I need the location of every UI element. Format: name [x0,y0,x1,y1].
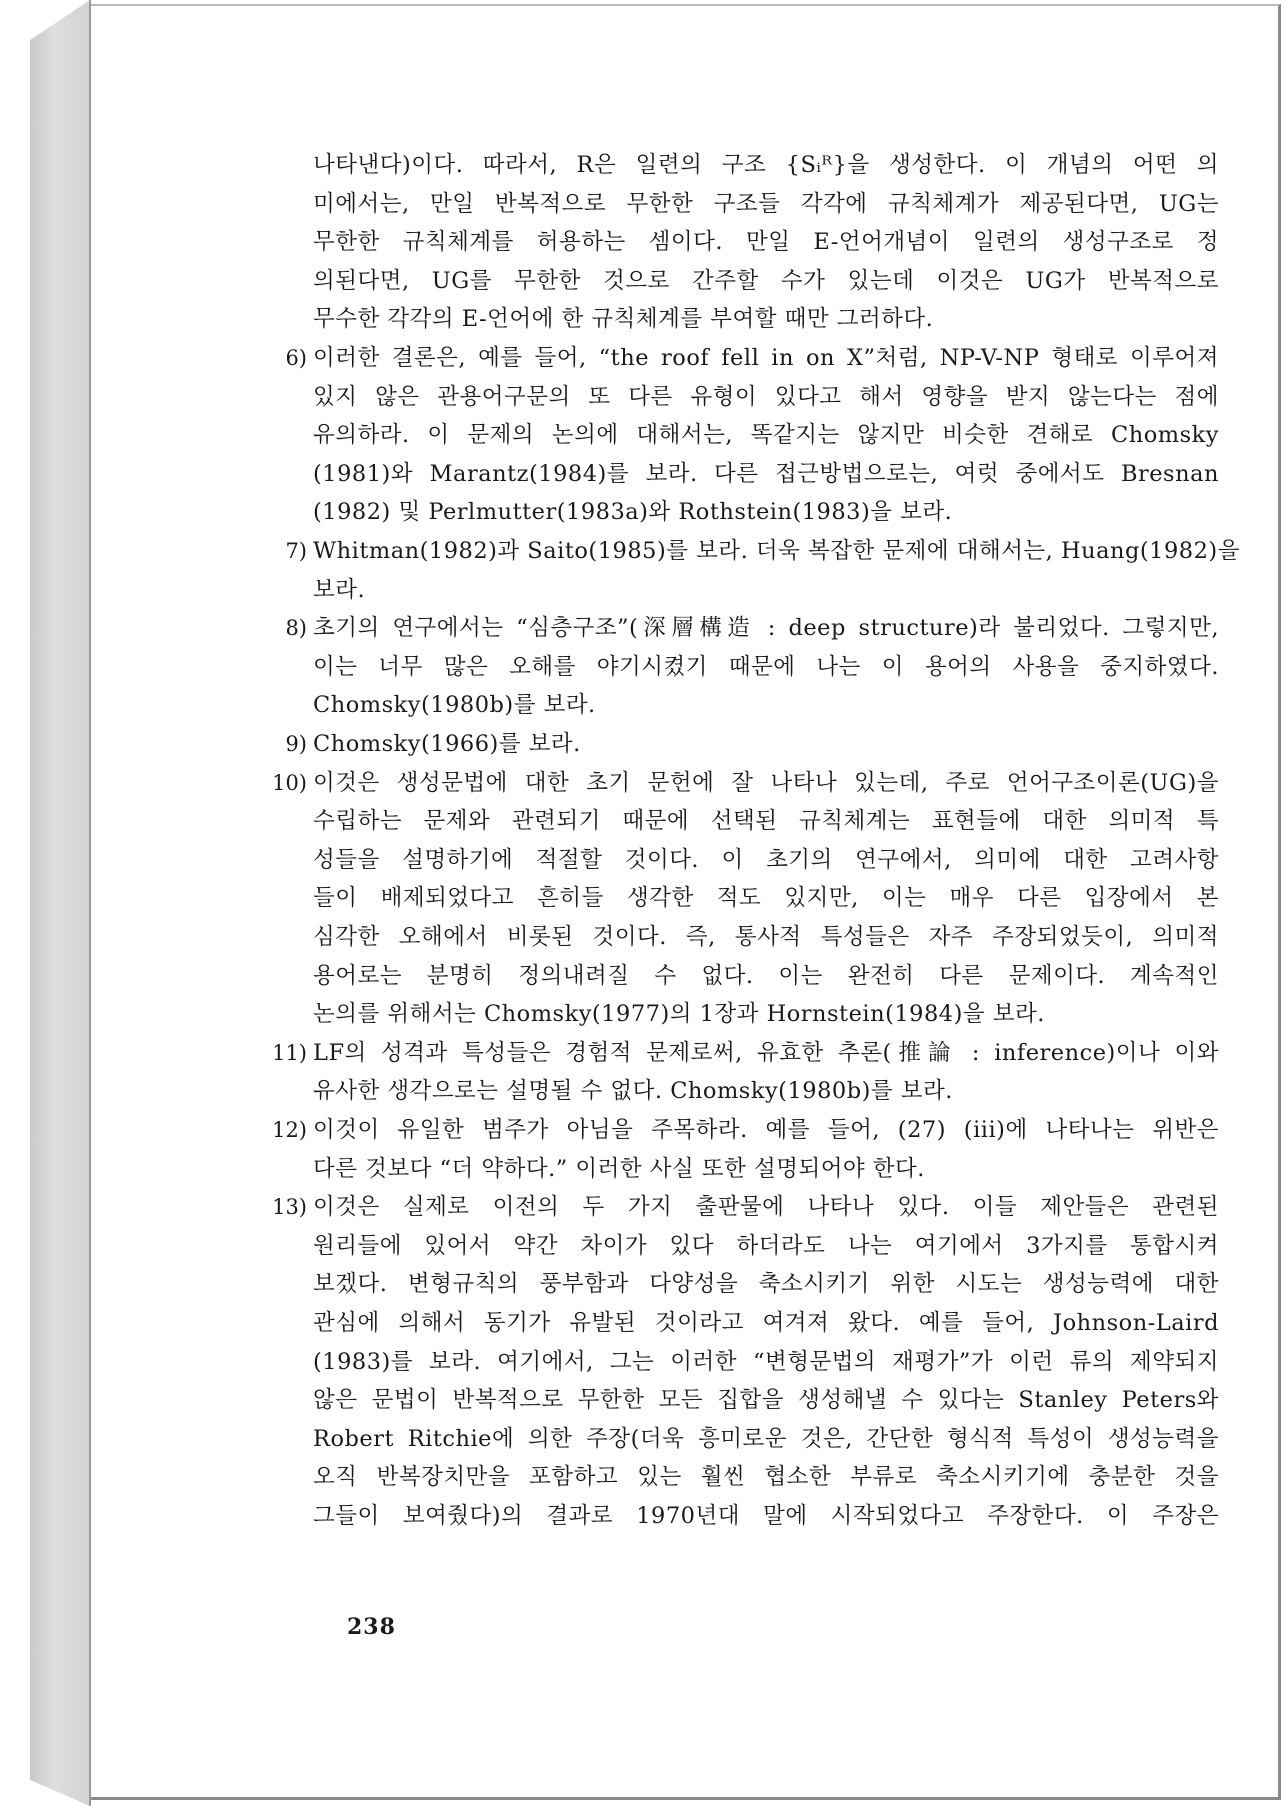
text-line: 유사한 생각으로는 설명될 수 없다. Chomsky(1980b)를 보라. [313,1078,953,1105]
text-line: 있지 않은 관용어구문의 또 다른 유형이 있다고 해서 영향을 받지 않는다는 점에 [313,383,1219,410]
text-line: 이것이 유일한 범주가 아님을 주목하라. 예를 들어, (27) (iii)에 나타나는 위반은 [313,1117,1219,1143]
text-line: 않은 문법이 반복적으로 무한한 모든 집합을 생성해낼 수 있다는 Stanley Peters와 [313,1387,1219,1414]
footnote-number: 12) [272,1118,307,1142]
text-line: 오직 반복장치만을 포함하고 있는 훨씬 협소한 부류로 축소시키기에 충분한 것을 [313,1464,1219,1491]
text-line: 원리들에 있어서 약간 차이가 있다 하더라도 나는 여기에서 3가지를 통합시켜 [313,1232,1219,1259]
text-line: Chomsky(1966)를 보라. [313,731,581,757]
text-line: 심각한 오해에서 비롯된 것이다. 즉, 통사적 특성들은 자주 주장되었듯이, 의미적 [313,924,1219,950]
footnote-number: 13) [272,1195,307,1220]
footnote-number: 6) [285,346,307,370]
text-line: 수립하는 문제와 관련되기 때문에 선택된 규칙체계는 표현들에 대한 의미적 특 [313,808,1219,835]
text-line: 이것은 실제로 이전의 두 가지 출판물에 나타나 있다. 이들 제안들은 관련된 [313,1194,1219,1221]
text-line: Chomsky(1980b)를 보라. [313,692,596,719]
text-line: 의된다면, UG를 무한한 것으로 간주할 수가 있는데 이것은 UG가 반복적으로 [313,267,1219,294]
text-line: 이것은 생성문법에 대한 초기 문헌에 잘 나타나 있는데, 주로 언어구조이론(UG)을 [313,769,1219,796]
text-line: 보겠다. 변형규칙의 풍부함과 다양성을 축소시키기 위한 시도는 생성능력에 대한 [313,1271,1219,1298]
text-line: 이는 너무 많은 오해를 야기시켰기 때문에 나는 이 용어의 사용을 중지하였다. [313,653,1219,680]
text-line: 미에서는, 만일 반복적으로 무한한 구조들 각각에 규칙체계가 제공된다면, UG는 [313,190,1219,217]
text-line: 나타낸다)이다. 따라서, R은 일련의 구조 {Sᵢᴿ}을 생성한다. 이 개념의 어떤 의 [313,152,1219,178]
text-line: 보라. [313,576,366,603]
text-line: (1982) 및 Perlmutter(1983a)와 Rothstein(1983)을 보라. [313,499,953,526]
book-spine [30,0,90,1806]
text-line: 다른 것보다 “더 약하다.” 이러한 사실 또한 설명되어야 한다. [313,1155,925,1182]
footnote-number: 10) [272,770,307,795]
text-line: Whitman(1982)과 Saito(1985)를 보라. 더욱 복잡한 문제에 대해서는, Huang(1982)을 [313,538,1240,564]
text-line: 들이 배제되었다고 흔히들 생각한 적도 있지만, 이는 매우 다른 입장에서 본 [313,885,1219,912]
text-line: 무수한 각각의 E-언어에 한 규칙체계를 부여할 때만 그러하다. [313,306,934,333]
text-line: Robert Ritchie에 의한 주장(더욱 흥미로운 것은, 간단한 형식적 특성이 생성능력을 [313,1425,1219,1452]
text-line: 무한한 규칙체계를 허용하는 셈이다. 만일 E-언어개념이 일련의 생성구조로 정 [313,229,1219,256]
footnote-number: 11) [272,1040,307,1065]
text-line: 초기의 연구에서는 “심층구조”(深層構造 : deep structure)라 불리었다. 그렇지만, [313,615,1219,642]
text-line: 성들을 설명하기에 적절할 것이다. 이 초기의 연구에서, 의미에 대한 고려사항 [313,846,1219,873]
text-line: 유의하라. 이 문제의 논의에 대해서는, 똑같지는 않지만 비슷한 견해로 Chomsky [313,422,1219,449]
text-line: (1981)와 Marantz(1984)를 보라. 다른 접근방법으로는, 여럿 중에서도 Bresnan [313,460,1219,487]
footnote-number: 8) [285,616,307,641]
text-line: 논의를 위해서는 Chomsky(1977)의 1장과 Hornstein(1984)을 보라. [313,1001,1045,1028]
footnote-number: 9) [285,732,307,756]
text-line: (1983)를 보라. 여기에서, 그는 이러한 “변형문법의 재평가”가 이런 류의 제약되지 [313,1348,1219,1375]
text-line: 그들이 보여줬다)의 결과로 1970년대 말에 시작되었다고 주장한다. 이 주장은 [313,1503,1219,1529]
book-page [91,4,1281,1800]
text-line: 이러한 결론은, 예를 들어, “the roof fell in on X”처럼, NP-V-NP 형태로 이루어져 [313,345,1219,371]
text-line: LF의 성격과 특성들은 경험적 문제로써, 유효한 추론(推論 : inference)이나 이와 [313,1039,1219,1066]
text-line: 관심에 의해서 동기가 유발된 것이라고 여겨져 왔다. 예를 들어, Johnson-Laird [313,1310,1219,1336]
text-line: 용어로는 분명히 정의내려질 수 없다. 이는 완전히 다른 문제이다. 계속적인 [313,962,1219,989]
page-number: 238 [347,1614,396,1640]
footnote-number: 7) [285,539,307,563]
